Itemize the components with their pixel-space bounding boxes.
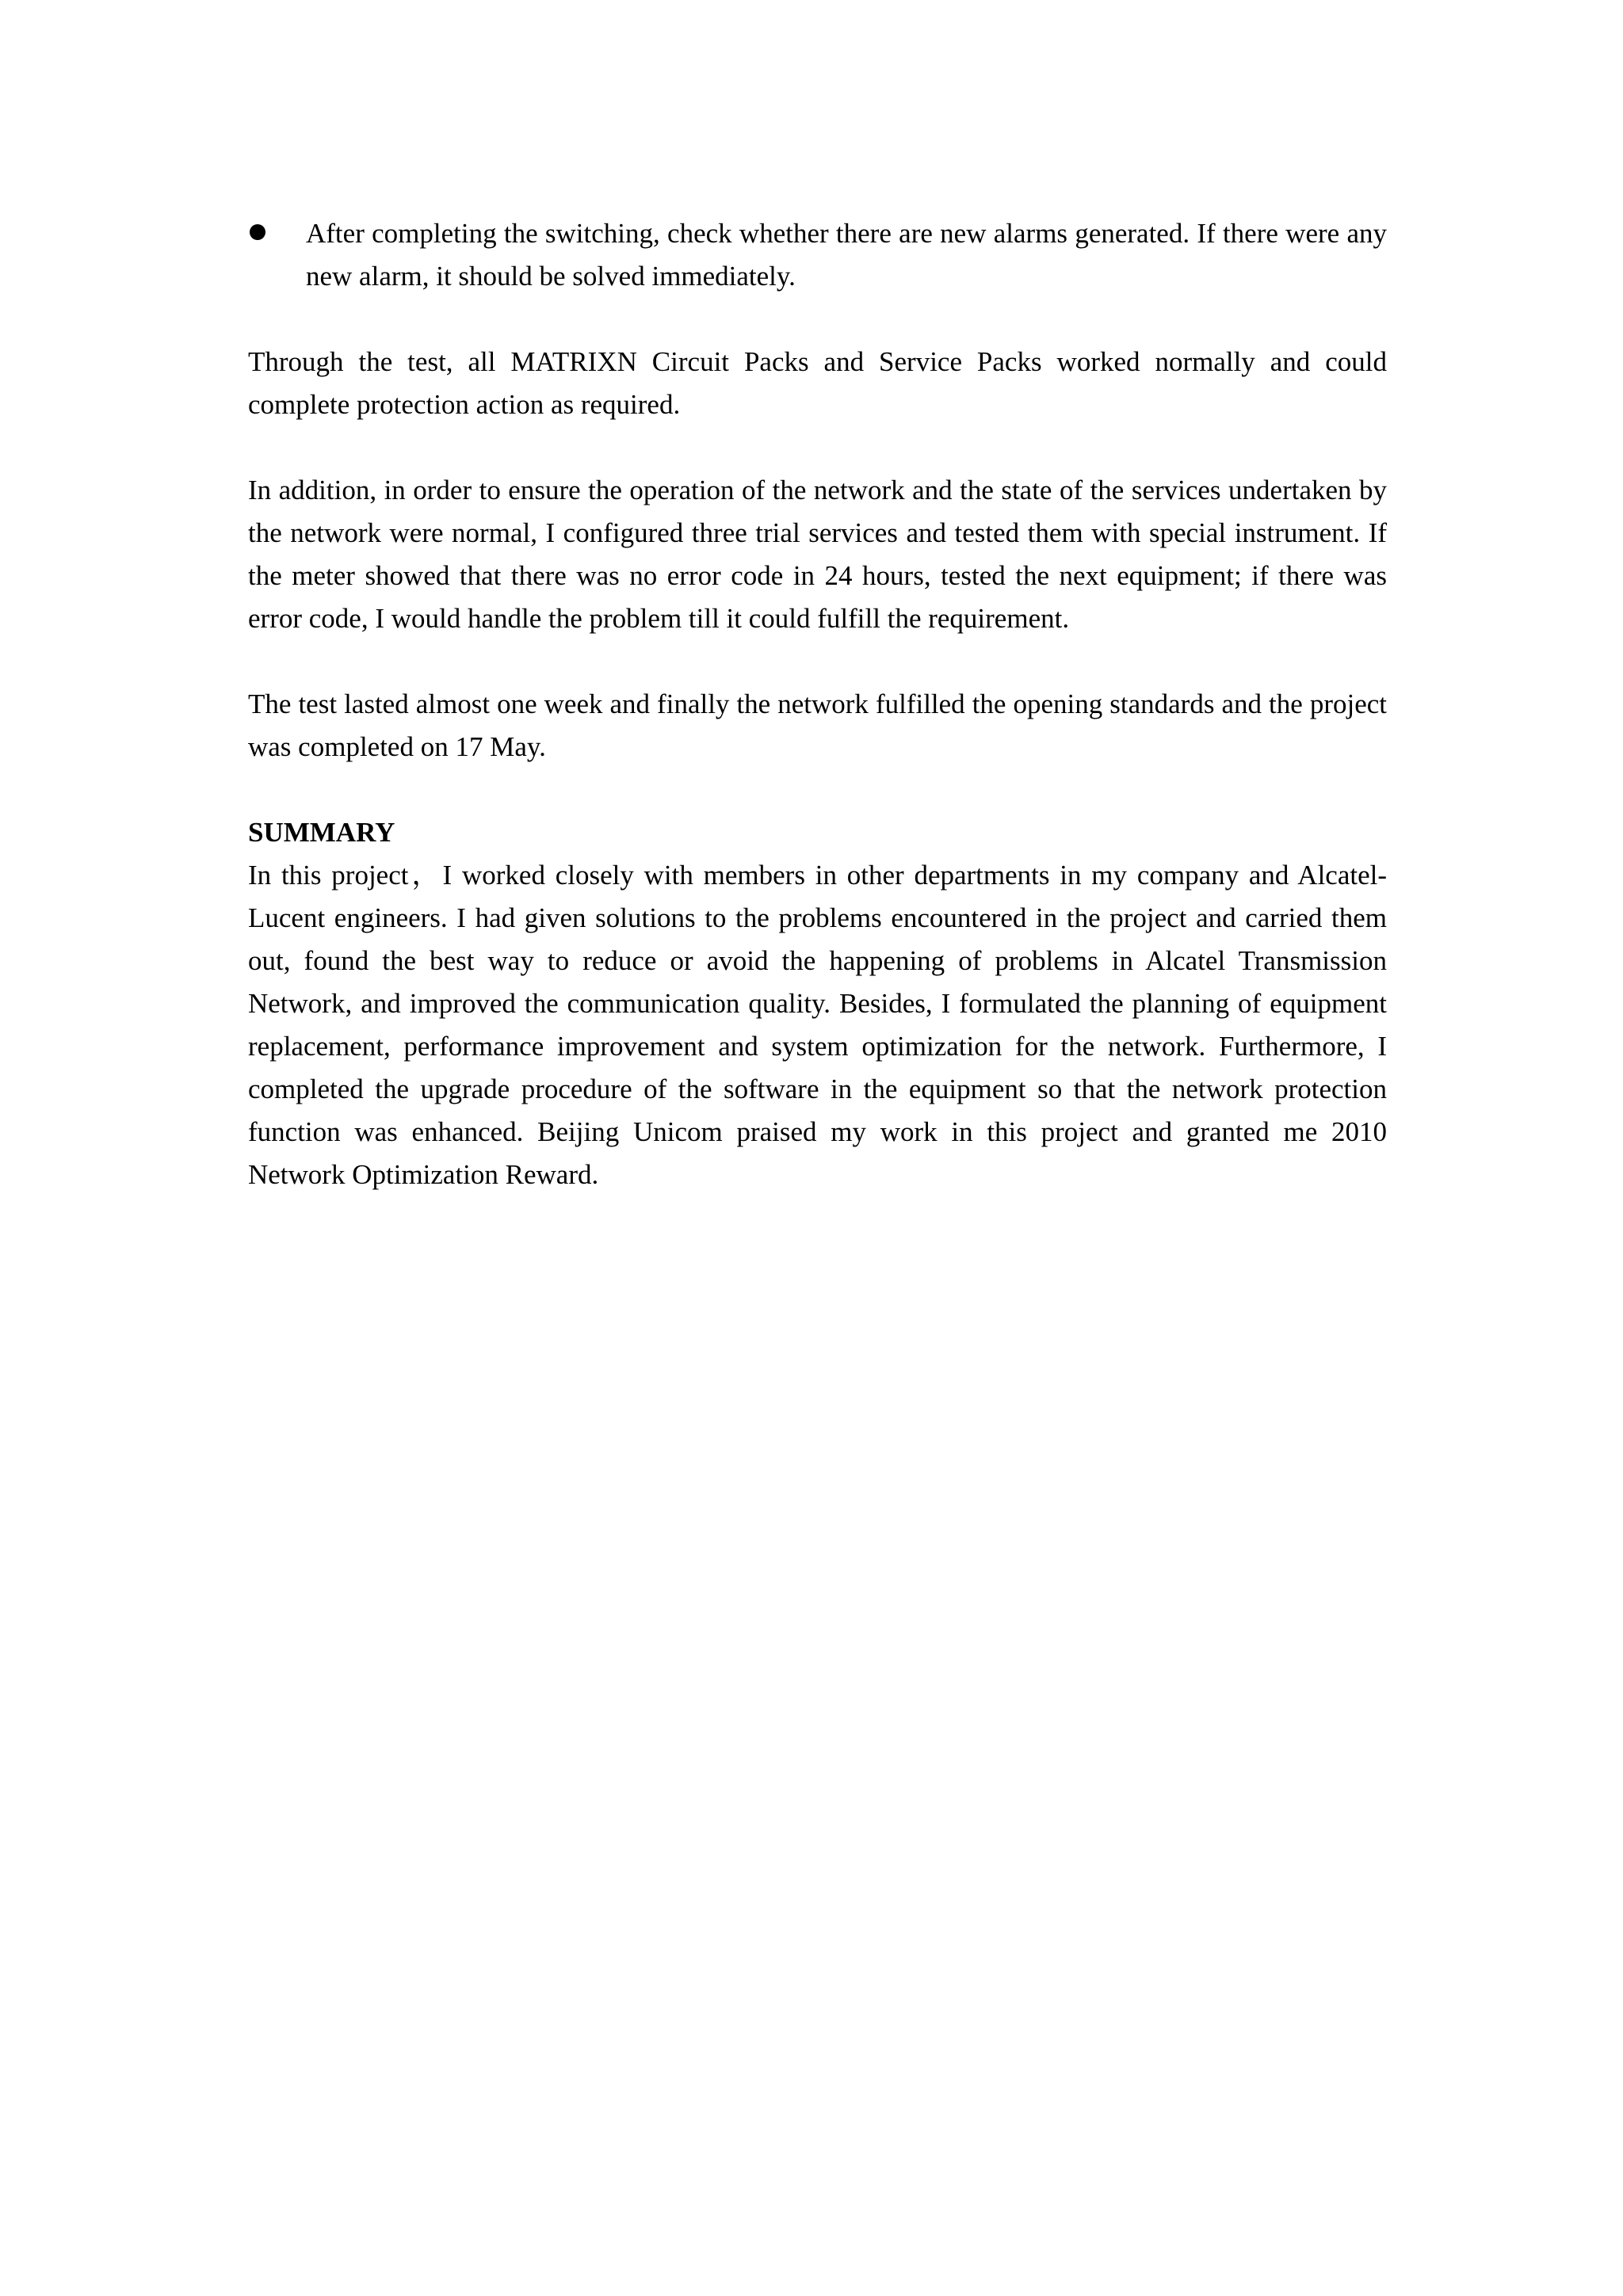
paragraph-test-result: Through the test, all MATRIXN Circuit Packs and Service Packs worked normally and could complete protection action as required. [248, 346, 1387, 420]
bullet-icon [250, 224, 265, 240]
paragraph-test-duration: The test lasted almost one week and finally the network fulfilled the opening standards and the project was completed on 17 May. [248, 688, 1387, 762]
paragraph-trial-services: In addition, in order to ensure the operation of the network and the state of the services undertaken by the network were normal, I configured three trial services and tested them with special instrument. If the meter showed that there was no error code in 24 hours, tested the next equipment; if there was error code, I would handle the problem till it could fulfill the requirement. [248, 475, 1387, 634]
document-body [248, 212, 1387, 1196]
bullet-item-text: After completing the switching, check whether there are new alarms generated. If there were any new alarm, it should be solved immediately. [306, 218, 1387, 292]
bullet-list-item [248, 212, 1387, 298]
summary-heading: SUMMARY [248, 817, 395, 848]
summary-paragraph: In this project，I worked closely with members in other departments in my company and Alcatel-Lucent engineers. I had given solutions to the problems encountered in the project and carried them out, found the best way to reduce or avoid the happening of problems in Alcatel Transmission Network, and improved the communication quality. Besides, I formulated the planning of equipment replacement, performance improvement and system optimization for the network. Furthermore, I completed the upgrade procedure of the software in the equipment so that the network protection function was enhanced. Beijing Unicom praised my work in this project and granted me 2010 Network Optimization Reward. [248, 860, 1387, 1190]
